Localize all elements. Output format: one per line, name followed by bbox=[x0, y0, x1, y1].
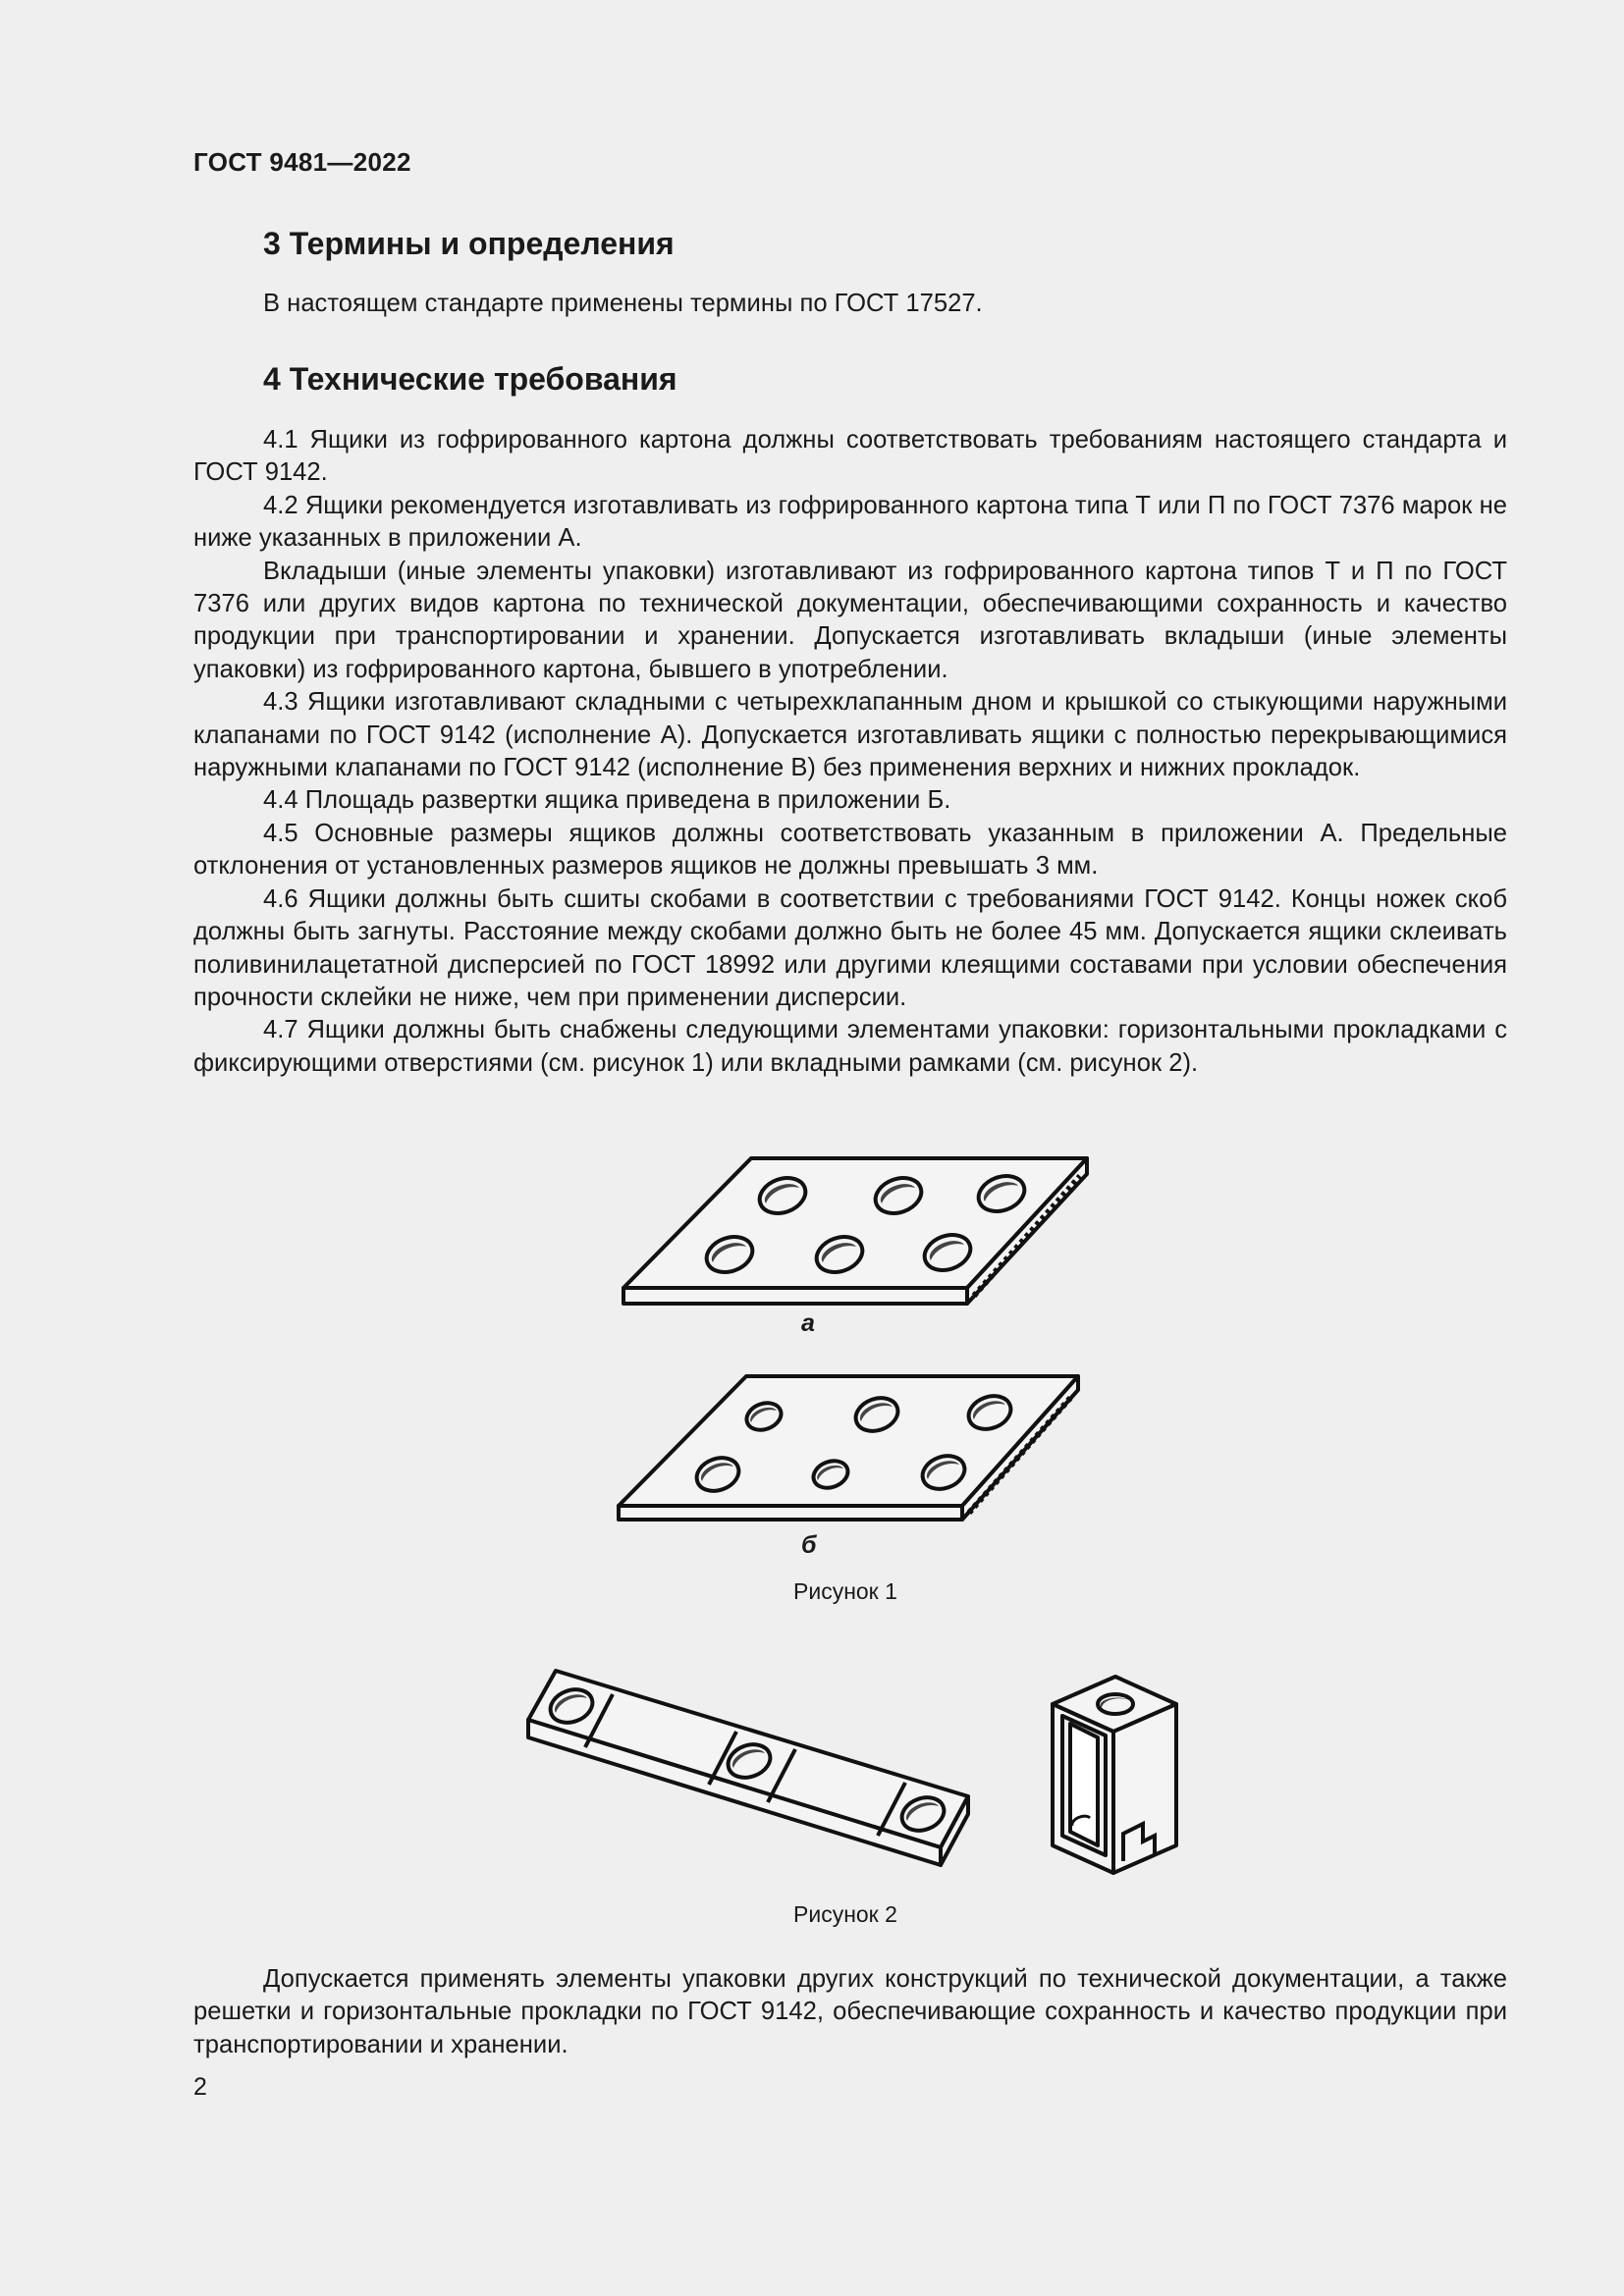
paragraph-4-7: 4.7 Ящики должны быть снабжены следующими элементами упаковки: горизонтальными прокладками с фиксирующими отверстиями (см. рисунок 1) или вкладными рамками (см. рисунок 2). bbox=[193, 1016, 1507, 1077]
figure-1-caption: Рисунок 1 bbox=[793, 1578, 897, 1604]
figure-1a-label: а bbox=[801, 1309, 815, 1337]
document-header: ГОСТ 9481—2022 bbox=[193, 147, 411, 177]
figure-1b-pad-illustration bbox=[604, 1366, 1095, 1533]
closing-text: Допускается применять элементы упаковки других конструкций по технической документации, а также решетки и горизонтальные прокладки по ГОСТ 9142, обеспечивающие сохранность и качество продукции при транспортировании и хранении. bbox=[193, 1965, 1507, 2058]
figure-2-frame-illustration bbox=[1041, 1669, 1218, 1885]
figure-1a-pad-illustration bbox=[609, 1148, 1100, 1315]
figure-2-caption: Рисунок 2 bbox=[793, 1901, 897, 1927]
figure-2-strip-illustration bbox=[520, 1659, 982, 1875]
paragraph-4-4: 4.4 Площадь развертки ящика приведена в приложении Б. bbox=[263, 786, 951, 815]
section-3-text: В настоящем стандарте применены термины по ГОСТ 17527. bbox=[263, 290, 983, 317]
paragraph-4-3: 4.3 Ящики изготавливают складными с четырехклапанным дном и крышкой со стыкующими наружными клапанами по ГОСТ 9142 (исполнение А). Допускается изготавливать ящики с полностью перекрывающимися наружными клапанами по ГОСТ 9142 (исполнение В) без применения верхних и нижних прокладок. bbox=[193, 688, 1507, 782]
section-4-body bbox=[193, 424, 1507, 1080]
figure-1b-label: б bbox=[801, 1531, 817, 1559]
paragraph-inserts: Вкладыши (иные элементы упаковки) изготавливают из гофрированного картона типов Т и П по ГОСТ 7376 или других видов картона по технической документации, обеспечивающими сохранность и качество продукции при транспортировании и хранении. Допускается изготавливать вкладыши (иные элементы упаковки) из гофрированного картона, бывшего в употреблении. bbox=[193, 557, 1507, 683]
paragraph-4-6: 4.6 Ящики должны быть сшиты скобами в соответствии с требованиями ГОСТ 9142. Концы ножек скоб должны быть загнуты. Расстояние между скобами должно быть не более 45 мм. Допускается ящики склеивать поливинилацетатной дисперсией по ГОСТ 18992 или другими клеящими составами при условии обеспечения прочности склейки не ниже, чем при применении дисперсии. bbox=[193, 884, 1507, 1011]
page-number: 2 bbox=[193, 2073, 207, 2101]
closing-paragraph bbox=[193, 1963, 1507, 2061]
section-4-title: 4 Технические требования bbox=[263, 361, 677, 397]
paragraph-4-1: 4.1 Ящики из гофрированного картона должны соответствовать требованиям настоящего стандарта и ГОСТ 9142. bbox=[193, 426, 1507, 487]
paragraph-4-5: 4.5 Основные размеры ящиков должны соответствовать указанным в приложении А. Предельные отклонения от установленных размеров ящиков не должны превышать 3 мм. bbox=[193, 819, 1507, 881]
paragraph-4-2: 4.2 Ящики рекомендуется изготавливать из гофрированного картона типа Т или П по ГОСТ 7376 марок не ниже указанных в приложении А. bbox=[193, 491, 1507, 553]
section-3-title: 3 Термины и определения bbox=[263, 226, 675, 261]
